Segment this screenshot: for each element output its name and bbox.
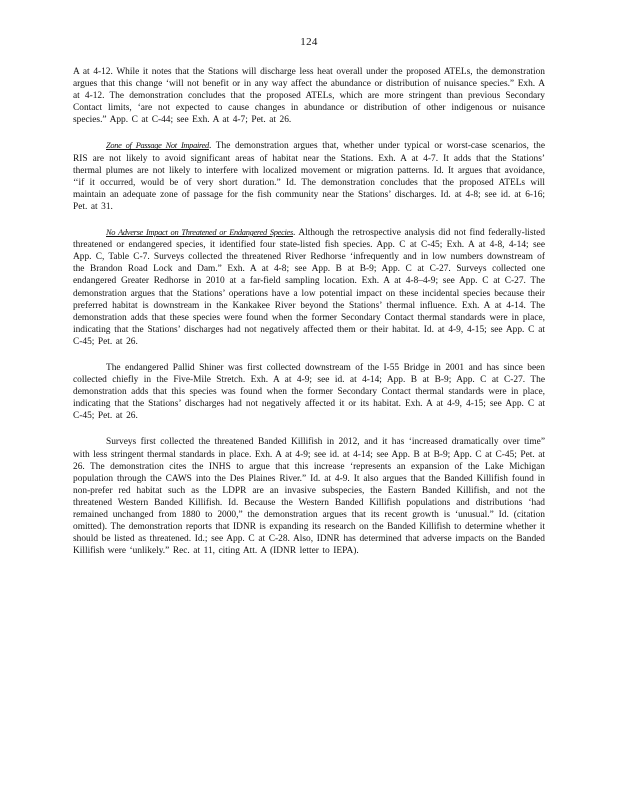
section-heading-threatened-endangered: No Adverse Impact on Threatened or Endangered Species <box>106 228 293 238</box>
paragraph-pallid-shiner <box>73 362 545 422</box>
paragraph-text: . Although the retrospective analysis did not find federally-listed threatened or endangered species, it identified four state-listed fish species. App. C at C-45; Exh. A at 4-8, 4-14; see App. C, Table C-7. Surveys collected the threatened River Redhorse ‘infrequently and in low numbers downstream of the Brandon Road Lock and Dam.” Exh. A at 4-8; see App. B at B-9; App. C at C-27. Surveys collected one endangered Greater Redhorse in 2010 at a far-field sampling location. Exh. A at 4-8–4-9; see App. C at C-27. The demonstration argues that the Stations’ operations have a low potential impact on these incidental species because their preferred habitat is downstream in the Kankakee River beyond the Stations’ thermal influence. Exh. A at 4-14. The demonstration adds that these species were found when the former Secondary Contact thermal standards were in place, indicating that the Stations’ discharges had not negatively affected them or their habitat. Id. at 4-9, 4-15; see App. C at C-45; Pet. at 26. <box>73 228 546 347</box>
paragraph-threatened-endangered <box>73 227 545 348</box>
page-number: 124 <box>300 36 318 48</box>
paragraph-text: . The demonstration argues that, whether under typical or worst-case scenarios, the RIS are not likely to avoid significant areas of habitat near the Stations. Exh. A at 4-7. It adds that the Stations’ thermal plumes are not likely to interfere with localized movement or migration patterns. Id. It argues that avoidance, ‘‘if it occurred, would be of very short duration.” Id. The demonstration concludes that the proposed ATELs will maintain an adequate zone of passage for the fish community near the Stations’ discharges. Id. at 4-8; see id. at 6-16; Pet. at 31. <box>73 141 545 212</box>
section-heading-zone-of-passage: Zone of Passage Not Impaired <box>106 141 209 151</box>
paragraph-zone-of-passage <box>73 140 545 213</box>
document-body <box>73 66 545 571</box>
paragraph-text: Surveys first collected the threatened Banded Killifish in 2012, and it has ‘increased dramatically over time” with less stringent thermal standards in place. Exh. A at 4-9; see id. at 4-14; see App. B at B-9; App. C at C-45; Pet. at 26. The demonstration cites the INHS to argue that this increase ‘represents an expansion of the Lake Michigan population through the CAWS into the Des Plaines River.” Id. at 4-9. It also argues that the Banded Killifish found in non-prefer red habitat such as the LDPR are an invasive subspecies, the Eastern Banded Killifish, and not the threatened Western Banded Killifish. Id. Because the Western Banded Killifish populations and distributions ‘had remained unchanged from 1880 to 2000,” the demonstration argues that its recent growth is ‘unusual.” Id. (citation omitted). The demonstration reports that IDNR is expanding its research on the Banded Killifish to determine whether it should be listed as threatened. Id.; see App. C at C-28. Also, IDNR has determined that adverse impacts on the Banded Killifish were ‘unlikely.” Rec. at 11, citing Att. A (IDNR letter to IEPA). <box>73 437 545 557</box>
paragraph-nuisance-species <box>73 66 545 126</box>
paragraph-banded-killifish <box>73 436 545 557</box>
paragraph-text: A at 4-12. While it notes that the Stations will discharge less heat overall under the proposed ATELs, the demonstration argues that this change ‘will not benefit or in any way affect the abundance or distribution of nuisance species.” Exh. A at 4-12. The demonstration concludes that the proposed ATELs, which are more stringent than previous Secondary Contact limits, ‘are not expected to cause changes in abundance or distribution of other indigenous or nuisance species.” App. C at C-44; see Exh. A at 4-7; Pet. at 26. <box>73 67 545 126</box>
paragraph-text: The endangered Pallid Shiner was first collected downstream of the I-55 Bridge in 2001 and has since been collected chiefly in the Five-Mile Stretch. Exh. A at 4-9; see id. at 4-14; App. B at B-9; App. C at C-27. The demonstration adds that this species was found when the former Secondary Contact thermal standards were in place, indicating that the Stations’ discharges had not negatively affected it or its habitat. Exh. A at 4-9, 4-15; see App. C at C-45; Pet. at 26. <box>73 362 545 422</box>
